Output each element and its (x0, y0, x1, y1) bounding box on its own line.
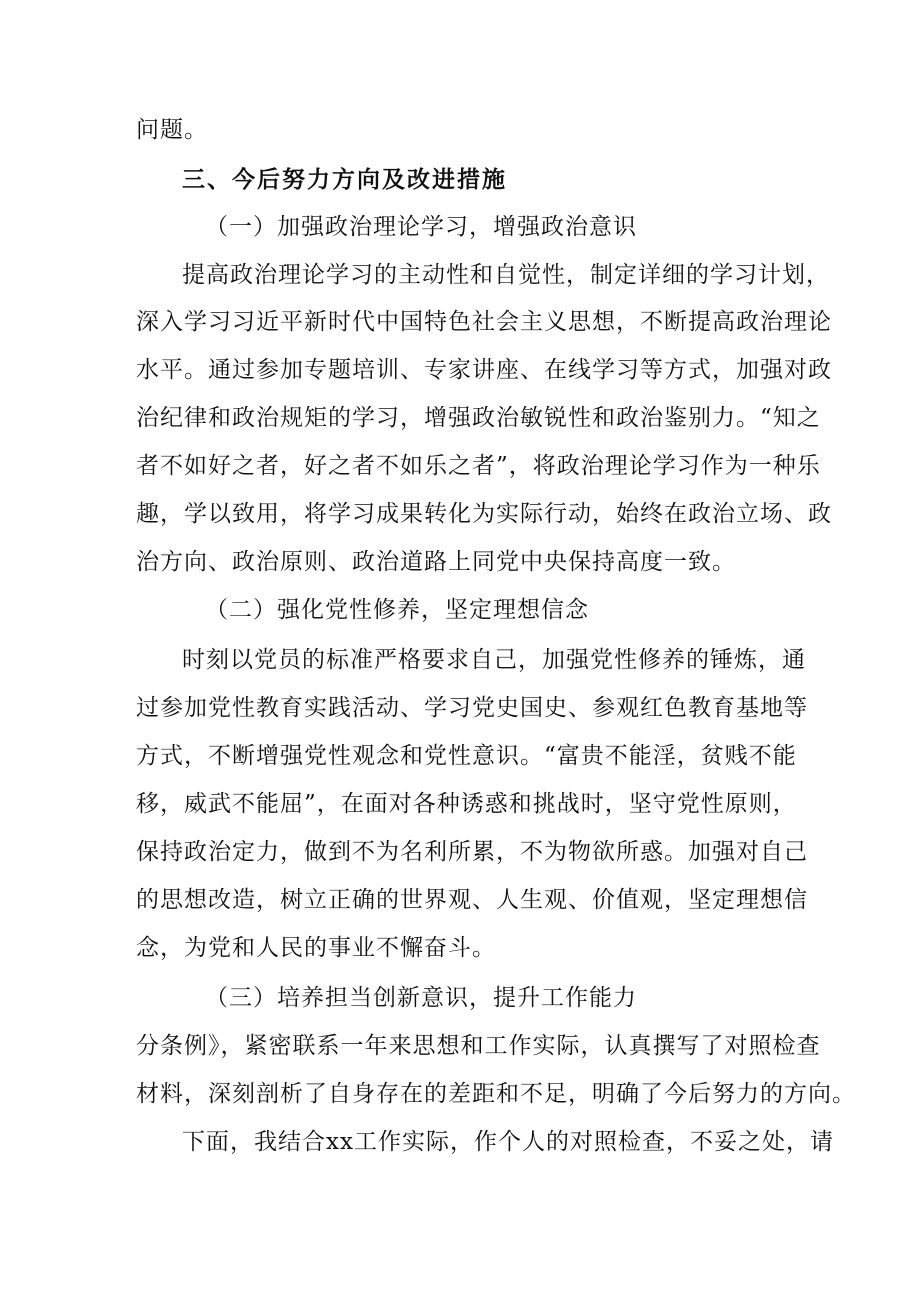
paragraph-2-line-1: 时刻以党员的标准严格要求自己，加强党性修养的锤炼，通 (182, 647, 806, 673)
section-heading-3: 三、今后努力方向及改进措施 (182, 166, 507, 193)
paragraph-1-line-2: 深入学习习近平新时代中国特色社会主义思想，不断提高政治理论 (136, 309, 832, 335)
text-line-1: 问题。 (136, 117, 208, 143)
paragraph-1-line-4: 治纪律和政治规矩的学习，增强政治敏锐性和政治鉴别力。“知之 (136, 405, 821, 431)
paragraph-2-line-3: 方式，不断增强党性观念和党性意识。“富贵不能淫，贫贱不能 (136, 743, 797, 769)
paragraph-2-line-5: 保持政治定力，做到不为名利所累，不为物欲所惑。加强对自己 (136, 839, 808, 865)
paragraph-2-line-2: 过参加党性教育实践活动、学习党史国史、参观红色教育基地等 (136, 695, 808, 721)
paragraph-1-line-3: 水平。通过参加专题培训、专家讲座、在线学习等方式，加强对政 (136, 357, 832, 383)
subheading-3: （三）培养担当创新意识，提升工作能力 (205, 985, 637, 1011)
paragraph-1-line-7: 治方向、政治原则、政治道路上同党中央保持高度一致。 (136, 549, 736, 575)
paragraph-1-line-5: 者不如好之者，好之者不如乐之者”，将政治理论学习作为一种乐 (136, 453, 821, 479)
subheading-2: （二）强化党性修养，坚定理想信念 (205, 597, 589, 623)
subheading-1: （一）加强政治理论学习，增强政治意识 (205, 214, 637, 240)
paragraph-3-line-2: 材料，深刻剖析了自身存在的差距和不足，明确了今后努力的方向。 (136, 1081, 856, 1107)
paragraph-2-line-4: 移，威武不能屈”，在面对各种诱惑和挑战时，坚守党性原则， (136, 791, 797, 817)
paragraph-1-line-1: 提高政治理论学习的主动性和自觉性，制定详细的学习计划， (182, 262, 830, 288)
paragraph-1-line-6: 趣，学以致用，将学习成果转化为实际行动，始终在政治立场、政 (136, 501, 832, 527)
paragraph-3-line-1: 分条例》，紧密联系一年来思想和工作实际，认真撰写了对照检查 (136, 1033, 821, 1059)
paragraph-4-line-1: 下面，我结合xx工作实际，作个人的对照检查，不妥之处，请 (182, 1129, 834, 1155)
paragraph-2-line-7: 念，为党和人民的事业不懈奋斗。 (136, 935, 496, 961)
paragraph-2-line-6: 的思想改造，树立正确的世界观、人生观、价值观，坚定理想信 (136, 887, 808, 913)
